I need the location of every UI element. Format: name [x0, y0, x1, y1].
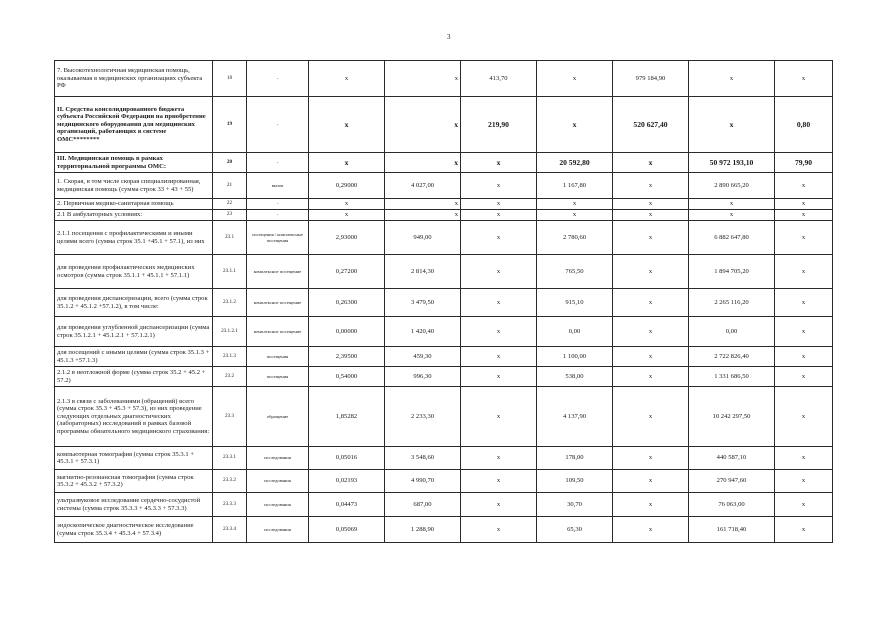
cost-norm-cell: 459,30	[385, 347, 461, 367]
total-oms-cell: 50 972 193,10	[689, 153, 775, 173]
total-oms-cell: х	[689, 61, 775, 97]
total-oms-cell: 6 882 647,80	[689, 221, 775, 255]
unit-cell: посещения	[247, 367, 309, 387]
volume-norm-cell: 0,02193	[309, 470, 385, 493]
per-capita-budget-cell: х	[461, 347, 537, 367]
table-row	[55, 210, 833, 221]
share-percent-cell: х	[775, 317, 833, 347]
volume-norm-cell: 2,39500	[309, 347, 385, 367]
row-name-cell: магнитно-резонансная томография (сумма строк 35.3.2 + 45.3.2 + 57.3.2)	[55, 470, 213, 493]
per-capita-budget-cell: х	[461, 447, 537, 470]
row-name-cell: 1. Скорая, в том числе скорая специализированная, медицинская помощь (сумма строк 33 + 43 + 55)	[55, 173, 213, 199]
table-row	[55, 317, 833, 347]
total-oms-cell: 440 587,10	[689, 447, 775, 470]
per-capita-budget-cell: х	[461, 367, 537, 387]
total-budget-cell: х	[613, 221, 689, 255]
unit-cell: комплексное посещение	[247, 317, 309, 347]
share-percent-cell: х	[775, 347, 833, 367]
volume-norm-cell: 0,05069	[309, 517, 385, 543]
table-row	[55, 255, 833, 289]
cost-norm-cell: 1 288,90	[385, 517, 461, 543]
per-capita-oms-cell: 1 100,00	[537, 347, 613, 367]
per-capita-oms-cell: х	[537, 199, 613, 210]
share-percent-cell: х	[775, 61, 833, 97]
total-oms-cell: 1 894 705,20	[689, 255, 775, 289]
per-capita-budget-cell: х	[461, 317, 537, 347]
share-percent-cell: х	[775, 210, 833, 221]
row-code-cell: 23.1.3	[213, 347, 247, 367]
table-row	[55, 199, 833, 210]
table-row	[55, 470, 833, 493]
total-budget-cell: х	[613, 289, 689, 317]
row-code-cell: 23.3.3	[213, 493, 247, 517]
row-code-cell: 20	[213, 153, 247, 173]
unit-cell: комплексное посещение	[247, 255, 309, 289]
total-oms-cell: х	[689, 210, 775, 221]
share-percent-cell: х	[775, 387, 833, 447]
share-percent-cell: 79,90	[775, 153, 833, 173]
per-capita-budget-cell: х	[461, 289, 537, 317]
row-code-cell: 22	[213, 199, 247, 210]
share-percent-cell: х	[775, 199, 833, 210]
cost-norm-cell: 3 548,60	[385, 447, 461, 470]
total-oms-cell: 10 242 297,50	[689, 387, 775, 447]
cost-norm-cell: 4 027,00	[385, 173, 461, 199]
total-oms-cell: 2 265 116,20	[689, 289, 775, 317]
total-budget-cell: х	[613, 347, 689, 367]
unit-cell: исследования	[247, 517, 309, 543]
row-name-cell: II. Средства консолидированного бюджета субъекта Российской Федерации на приобретение медицинского оборудования для медицинских организаций, работающих в системе ОМС********	[55, 97, 213, 153]
row-name-cell: для проведения профилактических медицинских осмотров (сумма строк 35.1.1 + 45.1.1 + 57.1.1)	[55, 255, 213, 289]
row-code-cell: 21	[213, 173, 247, 199]
volume-norm-cell: 2,93000	[309, 221, 385, 255]
row-name-cell: 2.1 В амбулаторных условиях:	[55, 210, 213, 221]
share-percent-cell: х	[775, 517, 833, 543]
cost-norm-cell: х	[385, 199, 461, 210]
row-code-cell: 23.2	[213, 367, 247, 387]
per-capita-budget-cell: х	[461, 470, 537, 493]
per-capita-oms-cell: 1 167,80	[537, 173, 613, 199]
per-capita-oms-cell: 0,00	[537, 317, 613, 347]
share-percent-cell: х	[775, 493, 833, 517]
row-code-cell: 18	[213, 61, 247, 97]
cost-norm-cell: 3 479,50	[385, 289, 461, 317]
total-oms-cell: х	[689, 199, 775, 210]
volume-norm-cell: х	[309, 97, 385, 153]
unit-cell: исследования	[247, 493, 309, 517]
unit-cell: -	[247, 97, 309, 153]
cost-norm-cell: х	[385, 210, 461, 221]
per-capita-budget-cell: х	[461, 493, 537, 517]
share-percent-cell: х	[775, 470, 833, 493]
table-row	[55, 153, 833, 173]
per-capita-budget-cell: 413,70	[461, 61, 537, 97]
per-capita-budget-cell: х	[461, 387, 537, 447]
total-oms-cell: 0,00	[689, 317, 775, 347]
table-row	[55, 517, 833, 543]
row-name-cell: для проведения углубленной диспансеризации (сумма строк 35.1.2.1 + 45.1.2.1 + 57.1.2.1)	[55, 317, 213, 347]
row-name-cell: для проведения диспансеризации, всего (сумма строк 35.1.2 + 45.1.2 +57.1.2), в том числе:	[55, 289, 213, 317]
cost-norm-cell: 4 990,70	[385, 470, 461, 493]
total-budget-cell: х	[613, 255, 689, 289]
table-row	[55, 289, 833, 317]
share-percent-cell: х	[775, 289, 833, 317]
per-capita-oms-cell: 4 137,90	[537, 387, 613, 447]
per-capita-budget-cell: х	[461, 221, 537, 255]
share-percent-cell: х	[775, 255, 833, 289]
per-capita-budget-cell: 219,90	[461, 97, 537, 153]
total-budget-cell: х	[613, 470, 689, 493]
total-oms-cell: 1 331 686,50	[689, 367, 775, 387]
cost-norm-cell: 1 420,40	[385, 317, 461, 347]
cost-norm-cell: 996,30	[385, 367, 461, 387]
total-budget-cell: 520 627,40	[613, 97, 689, 153]
unit-cell: посещения	[247, 347, 309, 367]
volume-norm-cell: 0,05016	[309, 447, 385, 470]
per-capita-budget-cell: х	[461, 199, 537, 210]
table-row	[55, 347, 833, 367]
share-percent-cell: х	[775, 221, 833, 255]
table-row	[55, 221, 833, 255]
total-budget-cell: х	[613, 173, 689, 199]
per-capita-oms-cell: 178,00	[537, 447, 613, 470]
table-row	[55, 173, 833, 199]
total-budget-cell: х	[613, 210, 689, 221]
cost-norm-cell: х	[385, 61, 461, 97]
row-name-cell: 7. Высокотехнологичная медицинская помощь, оказываемая в медицинских организациях субъекта РФ	[55, 61, 213, 97]
table-row	[55, 447, 833, 470]
per-capita-oms-cell: 538,00	[537, 367, 613, 387]
total-oms-cell: 2 722 826,40	[689, 347, 775, 367]
per-capita-oms-cell: 2 780,60	[537, 221, 613, 255]
per-capita-oms-cell: 765,50	[537, 255, 613, 289]
row-code-cell: 23.3.2	[213, 470, 247, 493]
row-name-cell: 2.1.3 в связи с заболеваниями (обращений) всего (сумма строк 35.3 + 45.3 + 57.3), из них проведение следующих отдельных диагностических (лабораторных) исследований в рамках базовой программы обязательного медицинского страхования:	[55, 387, 213, 447]
unit-cell: -	[247, 153, 309, 173]
volume-norm-cell: 1,85282	[309, 387, 385, 447]
unit-cell: исследования	[247, 470, 309, 493]
total-budget-cell: х	[613, 387, 689, 447]
per-capita-oms-cell: 20 592,80	[537, 153, 613, 173]
total-budget-cell: х	[613, 493, 689, 517]
total-budget-cell: х	[613, 447, 689, 470]
share-percent-cell: х	[775, 367, 833, 387]
cost-norm-cell: 949,00	[385, 221, 461, 255]
per-capita-oms-cell: 30,70	[537, 493, 613, 517]
row-code-cell: 23	[213, 210, 247, 221]
cost-norm-cell: 2 814,30	[385, 255, 461, 289]
row-code-cell: 23.1.2	[213, 289, 247, 317]
row-name-cell: компьютерная томография (сумма строк 35.3.1 + 45.3.1 + 57.3.1)	[55, 447, 213, 470]
volume-norm-cell: 0,00000	[309, 317, 385, 347]
per-capita-oms-cell: 109,50	[537, 470, 613, 493]
unit-cell: -	[247, 210, 309, 221]
per-capita-oms-cell: х	[537, 210, 613, 221]
row-code-cell: 23.1.1	[213, 255, 247, 289]
unit-cell: посещения / комплексные посещения	[247, 221, 309, 255]
total-oms-cell: 270 947,60	[689, 470, 775, 493]
total-budget-cell: 979 184,90	[613, 61, 689, 97]
total-oms-cell: х	[689, 97, 775, 153]
per-capita-oms-cell: 65,30	[537, 517, 613, 543]
share-percent-cell: 0,80	[775, 97, 833, 153]
cost-norm-cell: 2 233,30	[385, 387, 461, 447]
row-name-cell: 2. Первичная медико-санитарная помощь	[55, 199, 213, 210]
row-code-cell: 23.3.4	[213, 517, 247, 543]
total-budget-cell: х	[613, 317, 689, 347]
row-name-cell: для посещений с иными целями (сумма строк 35.1.3 + 45.1.3 +57.1.3)	[55, 347, 213, 367]
per-capita-oms-cell: х	[537, 97, 613, 153]
per-capita-oms-cell: 915,10	[537, 289, 613, 317]
table-row	[55, 97, 833, 153]
unit-cell: -	[247, 199, 309, 210]
share-percent-cell: х	[775, 447, 833, 470]
total-budget-cell: х	[613, 199, 689, 210]
volume-norm-cell: 0,27200	[309, 255, 385, 289]
cost-norm-cell: х	[385, 153, 461, 173]
row-code-cell: 23.3	[213, 387, 247, 447]
total-oms-cell: 76 063,00	[689, 493, 775, 517]
row-name-cell: ультразвуковое исследование сердечно-сосудистой системы (сумма строк 35.3.3 + 45.3.3 + 57.3.3)	[55, 493, 213, 517]
row-name-cell: эндоскопическое диагностическое исследование (сумма строк 35.3.4 + 45.3.4 + 57.3.4)	[55, 517, 213, 543]
unit-cell: -	[247, 61, 309, 97]
cost-norm-cell: х	[385, 97, 461, 153]
unit-cell: комплексное посещение	[247, 289, 309, 317]
table-row	[55, 61, 833, 97]
page-number: 3	[447, 33, 451, 41]
row-name-cell: 2.1.2 в неотложной форме (сумма строк 35.2 + 45.2 + 57.2)	[55, 367, 213, 387]
per-capita-budget-cell: х	[461, 210, 537, 221]
volume-norm-cell: х	[309, 61, 385, 97]
table-row	[55, 387, 833, 447]
total-oms-cell: 2 890 665,20	[689, 173, 775, 199]
row-code-cell: 23.1.2.1	[213, 317, 247, 347]
per-capita-budget-cell: х	[461, 255, 537, 289]
total-budget-cell: х	[613, 153, 689, 173]
cost-norm-cell: 687,00	[385, 493, 461, 517]
table-row	[55, 367, 833, 387]
total-budget-cell: х	[613, 517, 689, 543]
row-code-cell: 23.1	[213, 221, 247, 255]
volume-norm-cell: 0,26300	[309, 289, 385, 317]
unit-cell: вызов	[247, 173, 309, 199]
unit-cell: исследования	[247, 447, 309, 470]
table-body	[55, 61, 833, 543]
per-capita-budget-cell: х	[461, 517, 537, 543]
row-name-cell: III. Медицинская помощь в рамках территориальной программы ОМС:	[55, 153, 213, 173]
share-percent-cell: х	[775, 173, 833, 199]
total-budget-cell: х	[613, 367, 689, 387]
volume-norm-cell: х	[309, 210, 385, 221]
table-row	[55, 493, 833, 517]
volume-norm-cell: 0,29000	[309, 173, 385, 199]
volume-norm-cell: 0,04473	[309, 493, 385, 517]
total-oms-cell: 161 718,40	[689, 517, 775, 543]
row-name-cell: 2.1.1 посещения с профилактическими и иными целями всего (сумма строк 35.1 +45.1 + 57.1), из них	[55, 221, 213, 255]
row-code-cell: 23.3.1	[213, 447, 247, 470]
per-capita-oms-cell: х	[537, 61, 613, 97]
volume-norm-cell: 0,54000	[309, 367, 385, 387]
unit-cell: обращение	[247, 387, 309, 447]
per-capita-budget-cell: х	[461, 173, 537, 199]
row-code-cell: 19	[213, 97, 247, 153]
volume-norm-cell: х	[309, 153, 385, 173]
volume-norm-cell: х	[309, 199, 385, 210]
financing-table	[54, 60, 833, 543]
per-capita-budget-cell: х	[461, 153, 537, 173]
